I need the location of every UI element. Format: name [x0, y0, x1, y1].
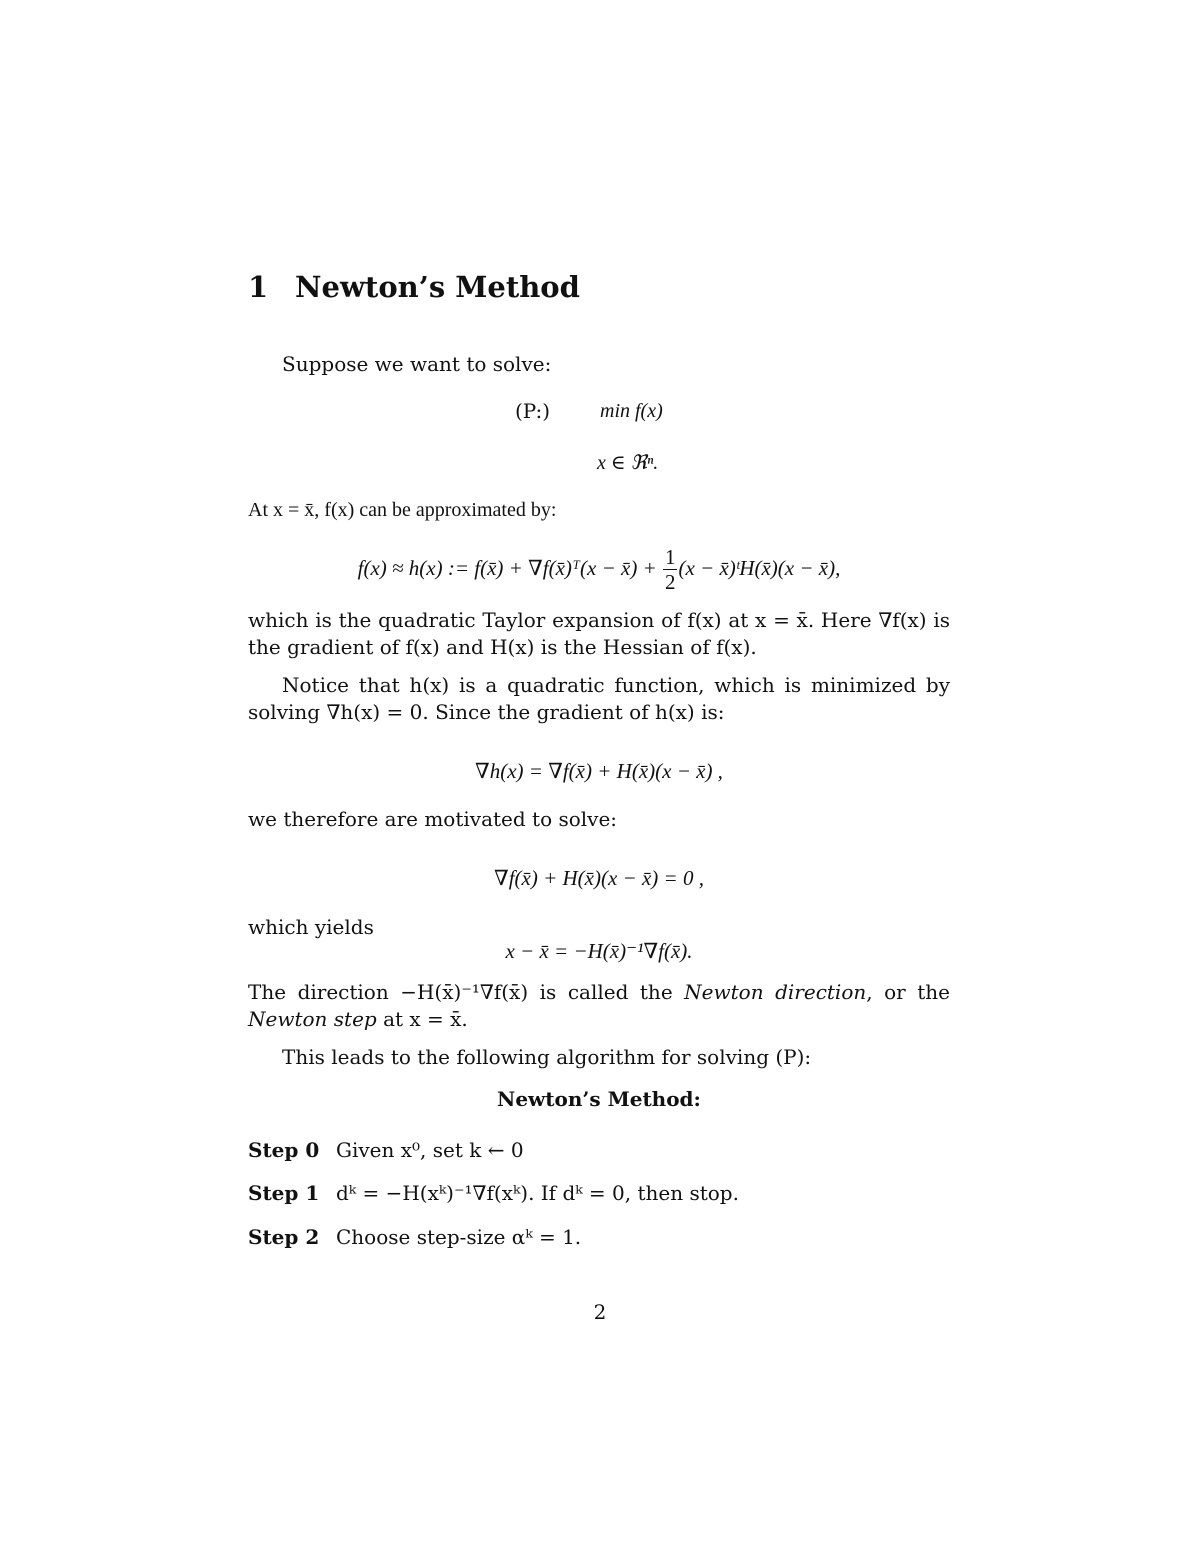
- step-0-text: Given x⁰, set k ← 0: [336, 1138, 524, 1162]
- direction-text-2: , or the: [866, 980, 951, 1004]
- problem-label: (P:): [515, 399, 551, 423]
- yields-text: which yields: [248, 915, 374, 939]
- fraction-numerator: 1: [664, 545, 676, 570]
- algorithm-title: Newton’s Method:: [497, 1087, 701, 1111]
- newton-step-term: Newton step: [248, 1007, 377, 1031]
- yields-equation: x − x̄ = −H(x̄)⁻¹∇f(x̄).: [505, 939, 693, 963]
- taylor-description: which is the quadratic Taylor expansion of f(x) at x = x̄. Here ∇f(x) is the gradient of f(x) and H(x) is the Hessian of f(x).: [248, 608, 950, 659]
- section-heading: [248, 270, 580, 304]
- step-1-label: Step 1: [248, 1181, 320, 1205]
- step-1-text: dᵏ = −H(xᵏ)⁻¹∇f(xᵏ). If dᵏ = 0, then stop.: [336, 1181, 739, 1205]
- approx-intro: At x = x̄, f(x) can be approximated by:: [248, 499, 557, 521]
- step-0: [248, 1138, 524, 1162]
- section-title: Newton’s Method: [295, 270, 580, 304]
- fraction-denominator: 2: [664, 570, 676, 595]
- step-1: [248, 1181, 739, 1205]
- direction-paragraph: [248, 979, 950, 1033]
- notice-paragraph: Notice that h(x) is a quadratic function, which is minimized by solving ∇h(x) = 0. Since the gradient of h(x) is:: [248, 673, 950, 724]
- taylor-lhs: f(x) ≈ h(x) := f(x̄) + ∇f(x̄)ᵀ(x − x̄) +: [357, 556, 662, 580]
- taylor-rhs: (x − x̄)ᵗH(x̄)(x − x̄),: [678, 556, 841, 580]
- half-fraction: [663, 547, 678, 593]
- motivated-text: we therefore are motivated to solve:: [248, 807, 618, 831]
- page-number: 2: [593, 1300, 607, 1324]
- problem-constraint: x ∈ ℜⁿ.: [597, 452, 659, 474]
- step-2-label: Step 2: [248, 1225, 320, 1249]
- direction-text-1: The direction −H(x̄)⁻¹∇f(x̄) is called the: [248, 980, 685, 1004]
- newton-direction-term: Newton direction: [684, 980, 867, 1004]
- section-number: 1: [248, 270, 269, 304]
- direction-text-3: at x = x̄.: [376, 1007, 468, 1031]
- leads-text: This leads to the following algorithm for solving (P):: [282, 1045, 812, 1069]
- taylor-equation: [248, 540, 950, 596]
- intro-text: Suppose we want to solve:: [282, 352, 552, 376]
- problem-objective: min f(x): [600, 400, 663, 422]
- gradient-equation: ∇h(x) = ∇f(x̄) + H(x̄)(x − x̄) ,: [475, 759, 723, 783]
- step-2-text: Choose step-size αᵏ = 1.: [336, 1225, 582, 1249]
- solve-equation: ∇f(x̄) + H(x̄)(x − x̄) = 0 ,: [494, 866, 704, 890]
- step-2: [248, 1225, 581, 1249]
- step-0-label: Step 0: [248, 1138, 320, 1162]
